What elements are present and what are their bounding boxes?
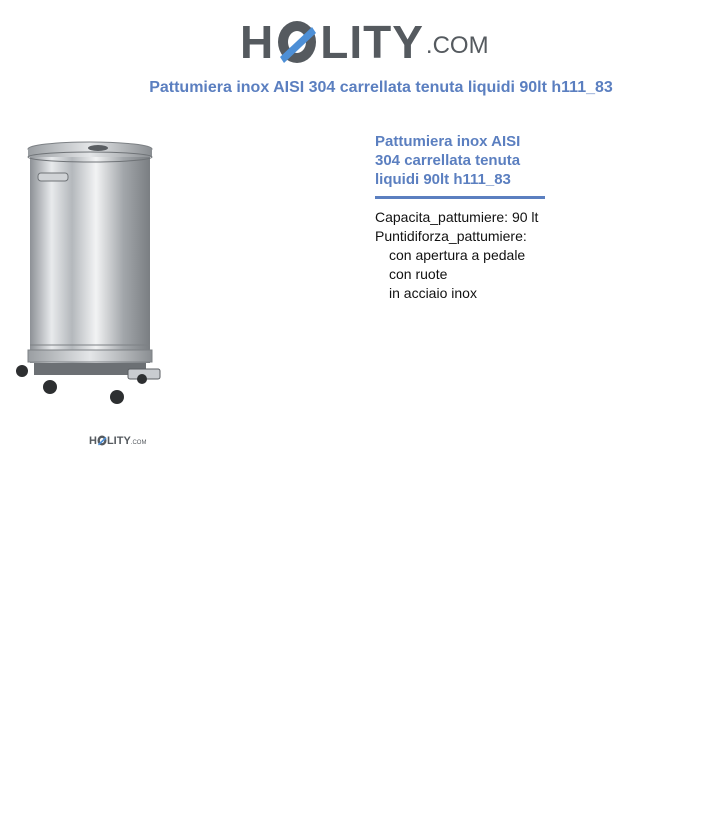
stainless-bin-image — [10, 135, 165, 410]
page-title: Pattumiera inox AISI 304 carrellata tenuta liquidi 90lt h111_83 — [149, 79, 613, 96]
product-heading: Pattumiera inox AISI 304 carrellata tenuta liquidi 90lt h111_83 — [375, 132, 545, 199]
capacity-value: 90 lt — [511, 209, 539, 225]
watermark-letter-h: H — [89, 435, 97, 447]
logo-letters-rest: LITY — [320, 16, 424, 68]
features-label: Puntidiforza_pattumiere: — [375, 228, 527, 244]
watermark-letters-rest: LITY — [106, 435, 131, 447]
feature-item: con ruote — [389, 266, 448, 282]
holity-logo[interactable] — [240, 12, 489, 68]
feature-item: in acciaio inox — [389, 285, 477, 301]
feature-item: con apertura a pedale — [389, 247, 526, 263]
product-info-panel — [375, 132, 575, 303]
capacity-row — [375, 208, 575, 227]
watermark-dotcom: .COM — [130, 440, 147, 446]
capacity-label: Capacita_pattumiere: — [375, 209, 509, 225]
logo-dotcom: .COM — [425, 32, 489, 59]
logo-o-icon — [276, 19, 318, 65]
image-watermark-logo — [89, 435, 146, 447]
watermark-o-icon — [97, 435, 107, 446]
logo-letter-h: H — [240, 16, 275, 68]
